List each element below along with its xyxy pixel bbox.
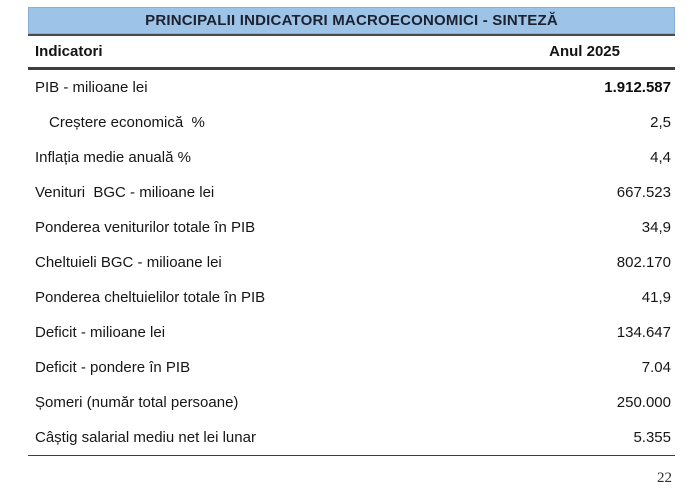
- indicator-label: Ponderea veniturilor totale în PIB: [35, 219, 256, 236]
- indicator-label: Șomeri (număr total persoane): [35, 394, 239, 411]
- table-title: PRINCIPALII INDICATORI MACROECONOMICI - SINTEZĂ: [28, 7, 675, 34]
- indicator-label: Cheltuieli BGC - milioane lei: [35, 254, 222, 271]
- table-row: [28, 70, 675, 105]
- table-row: [28, 105, 675, 140]
- indicator-label: Inflația medie anuală %: [35, 149, 191, 166]
- table-row: [28, 280, 675, 315]
- table-row: [28, 315, 675, 350]
- indicator-value: 4,4: [650, 149, 671, 166]
- indicator-value: 250.000: [616, 394, 671, 411]
- column-header-indicators: Indicatori: [35, 43, 103, 60]
- indicator-value: 1.912.587: [604, 79, 671, 96]
- indicator-label: Deficit - milioane lei: [35, 324, 166, 341]
- table-row: [28, 140, 675, 175]
- table-row: [28, 245, 675, 280]
- table-row: [28, 385, 675, 420]
- indicator-value: 41,9: [641, 289, 671, 306]
- table-row: [28, 210, 675, 245]
- indicator-value: 2,5: [650, 114, 671, 131]
- indicator-value: 7.04: [641, 359, 671, 376]
- table-row: [28, 175, 675, 210]
- table-body: [28, 70, 675, 456]
- column-header-year: Anul 2025: [549, 43, 620, 60]
- page-number: 22: [657, 470, 672, 486]
- indicator-value: 34,9: [641, 219, 671, 236]
- indicator-value: 134.647: [616, 324, 671, 341]
- indicator-label: Ponderea cheltuielilor totale în PIB: [35, 289, 266, 306]
- indicator-value: 5.355: [633, 429, 671, 446]
- indicator-label: Creștere economică %: [49, 114, 205, 131]
- indicators-table: [28, 7, 675, 456]
- table-row: [28, 350, 675, 385]
- indicator-label: Câștig salarial mediu net lei lunar: [35, 429, 256, 446]
- indicator-value: 802.170: [616, 254, 671, 271]
- table-header-row: [28, 36, 675, 70]
- indicator-value: 667.523: [616, 184, 671, 201]
- indicator-label: Venituri BGC - milioane lei: [35, 184, 215, 201]
- indicator-label: Deficit - pondere în PIB: [35, 359, 191, 376]
- indicator-label: PIB - milioane lei: [35, 79, 148, 96]
- table-row: [28, 420, 675, 455]
